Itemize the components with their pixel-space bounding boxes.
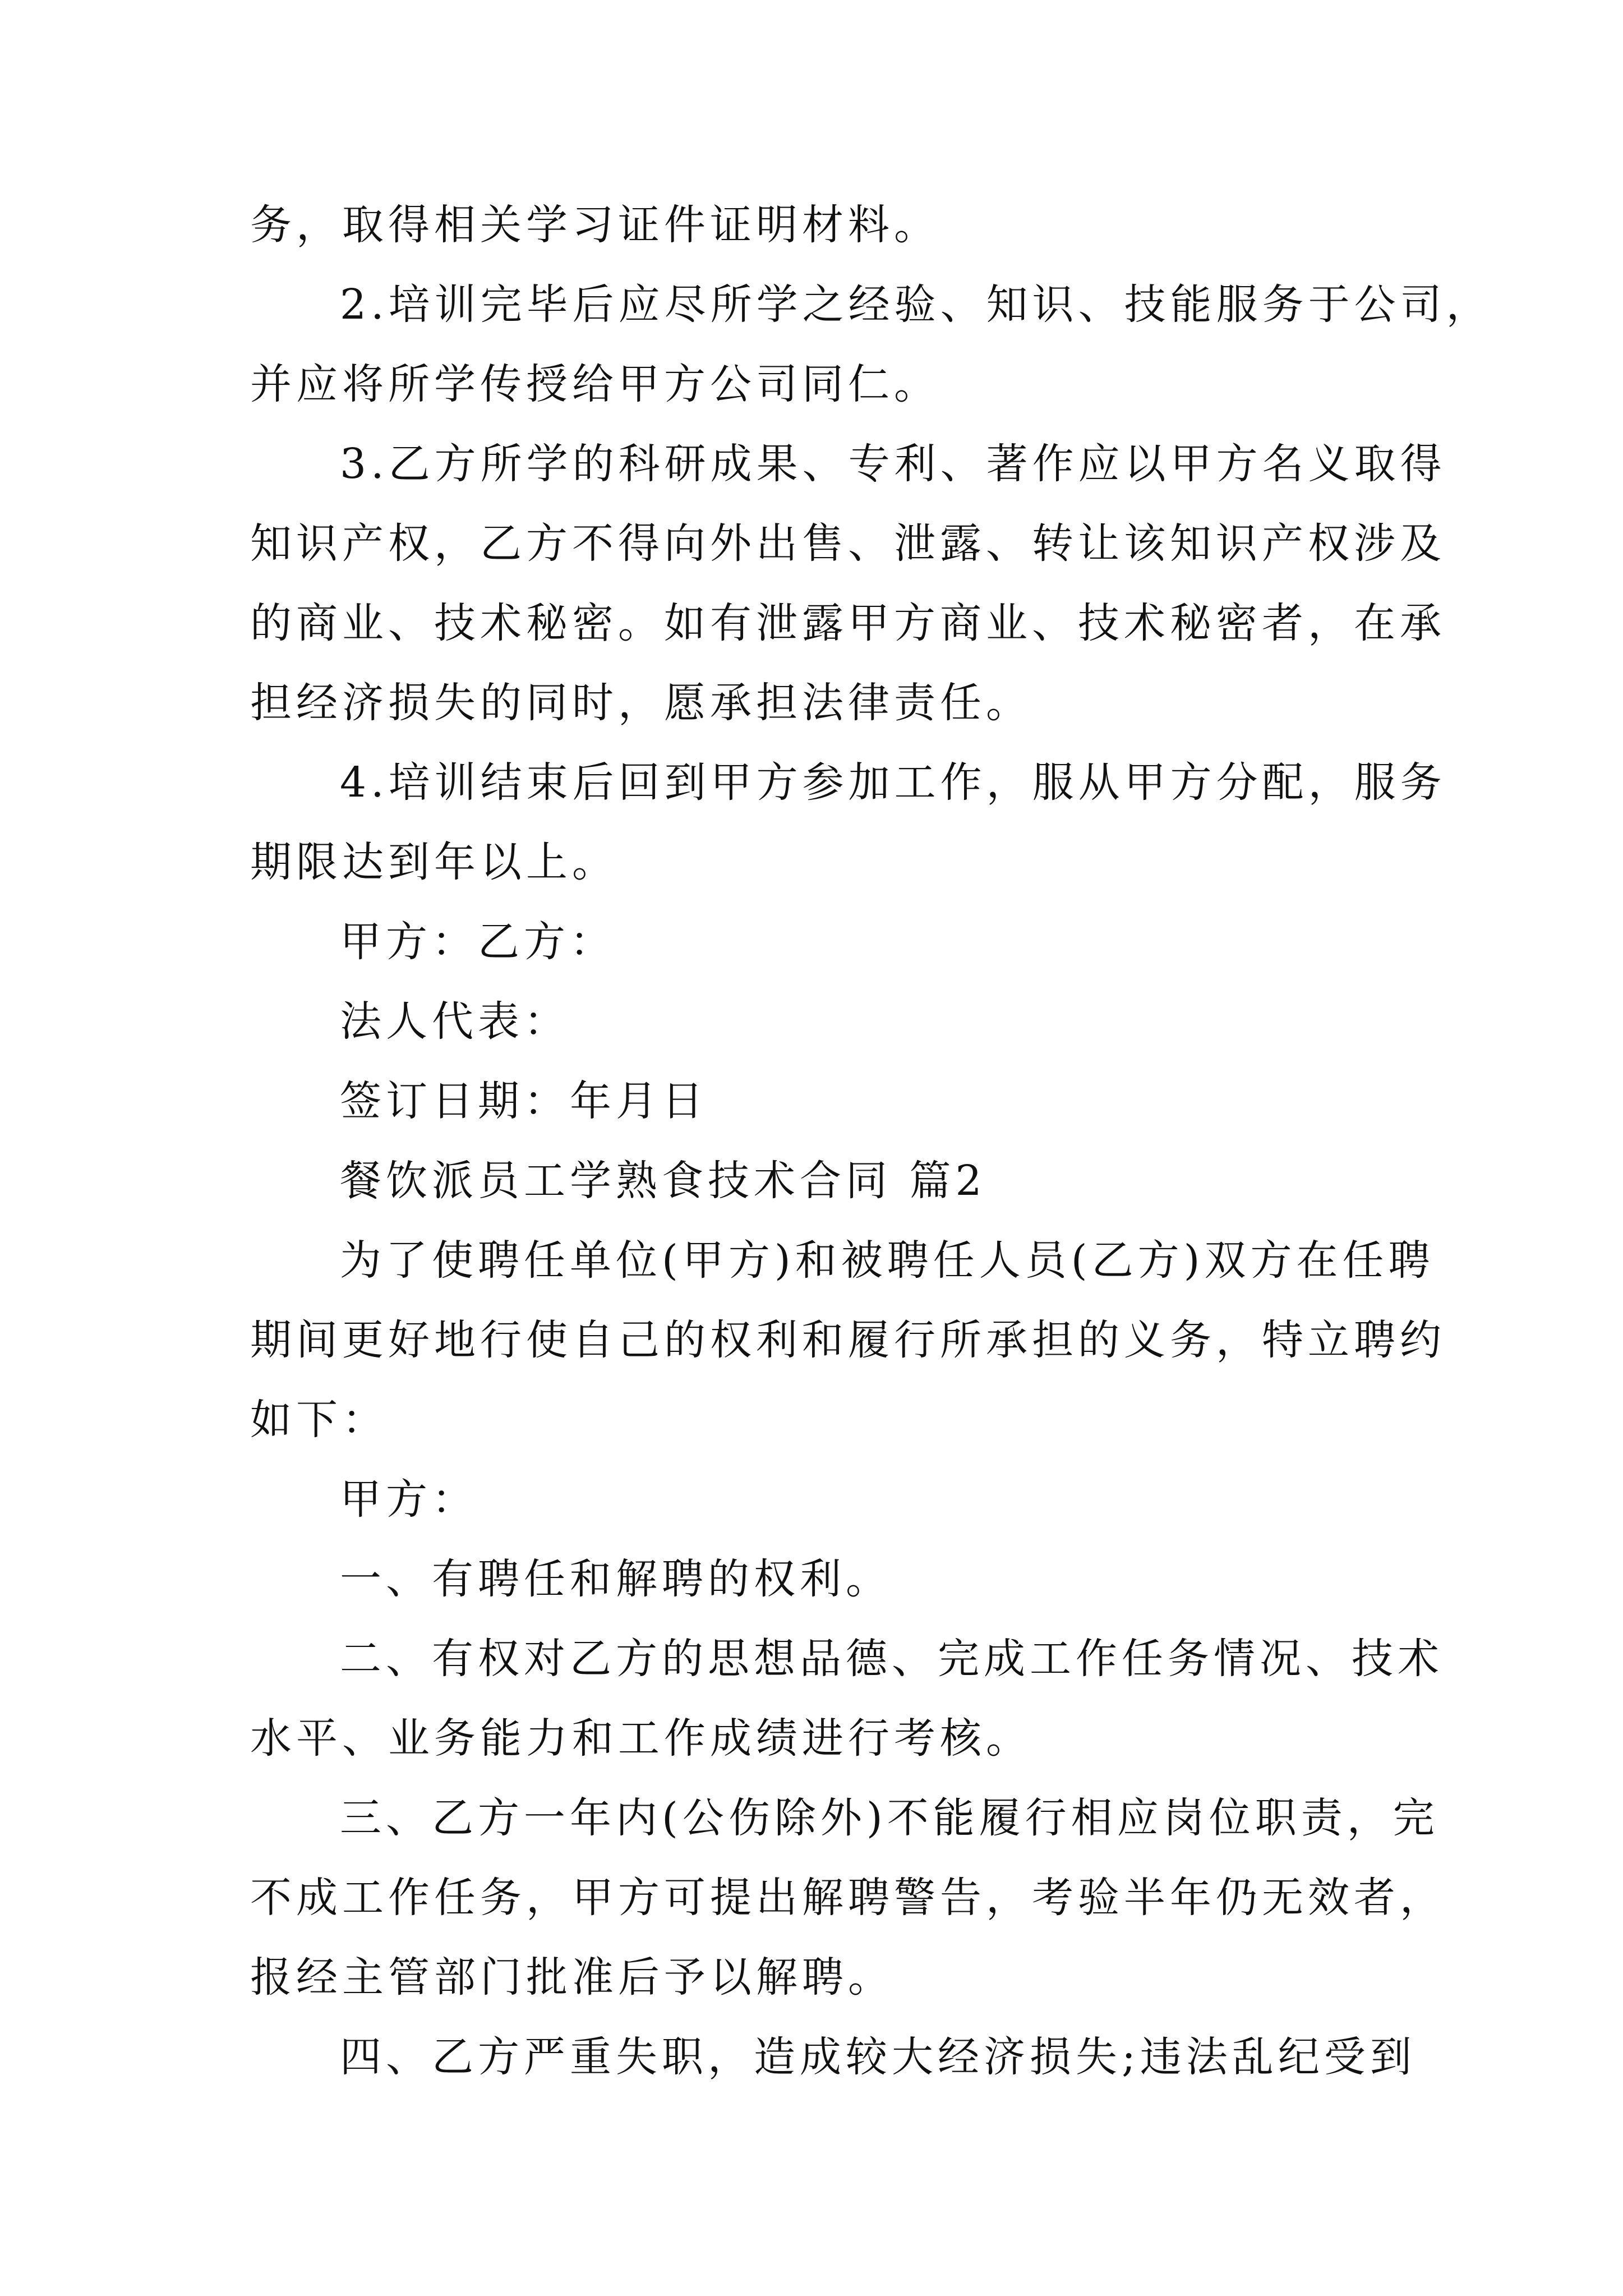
document-body <box>250 185 1492 2097</box>
body-line: 2.培训完毕后应尽所学之经验、知识、技能服务于公司， <box>340 280 1492 329</box>
body-line: 期限达到年以上。 <box>250 838 618 886</box>
party-a-heading: 甲方： <box>340 1475 478 1524</box>
body-line: 的商业、技术秘密。如有泄露甲方商业、技术秘密者，在承 <box>250 599 1446 647</box>
body-line: 为了使聘任单位(甲方)和被聘任人员(乙方)双方在任聘 <box>340 1236 1435 1285</box>
section-title: 餐饮派员工学熟食技术合同 篇2 <box>340 1157 986 1205</box>
body-line: 4.培训结束后回到甲方参加工作，服从甲方分配，服务 <box>340 758 1446 807</box>
body-line: 期间更好地行使自己的权利和履行所承担的义务，特立聘约 <box>250 1316 1446 1364</box>
clause-line: 四、乙方严重失职，造成较大经济损失;违法乱纪受到 <box>340 2033 1416 2081</box>
body-line: 知识产权，乙方不得向外出售、泄露、转让该知识产权涉及 <box>250 519 1446 568</box>
body-line: 务，取得相关学习证件证明材料。 <box>250 201 940 249</box>
body-line: 并应将所学传授给甲方公司同仁。 <box>250 360 940 408</box>
body-line: 如下： <box>250 1396 388 1444</box>
clause-line: 不成工作任务，甲方可提出解聘警告，考验半年仍无效者， <box>250 1874 1446 1922</box>
signing-date-line: 签订日期：年月日 <box>340 1077 708 1125</box>
legal-representative-line: 法人代表： <box>340 997 570 1046</box>
clause-line: 三、乙方一年内(公伤除外)不能履行相应岗位职责，完 <box>340 1794 1439 1842</box>
clause-line: 二、有权对乙方的思想品德、完成工作任务情况、技术 <box>340 1635 1444 1683</box>
clause-line: 一、有聘任和解聘的权利。 <box>340 1555 892 1603</box>
body-line: 担经济损失的同时，愿承担法律责任。 <box>250 679 1032 727</box>
clause-line: 报经主管部门批准后予以解聘。 <box>250 1953 894 2001</box>
clause-line: 水平、业务能力和工作成绩进行考核。 <box>250 1714 1032 1763</box>
body-line: 3.乙方所学的科研成果、专利、著作应以甲方名义取得 <box>340 440 1446 488</box>
signature-party-line: 甲方：乙方： <box>340 918 616 966</box>
